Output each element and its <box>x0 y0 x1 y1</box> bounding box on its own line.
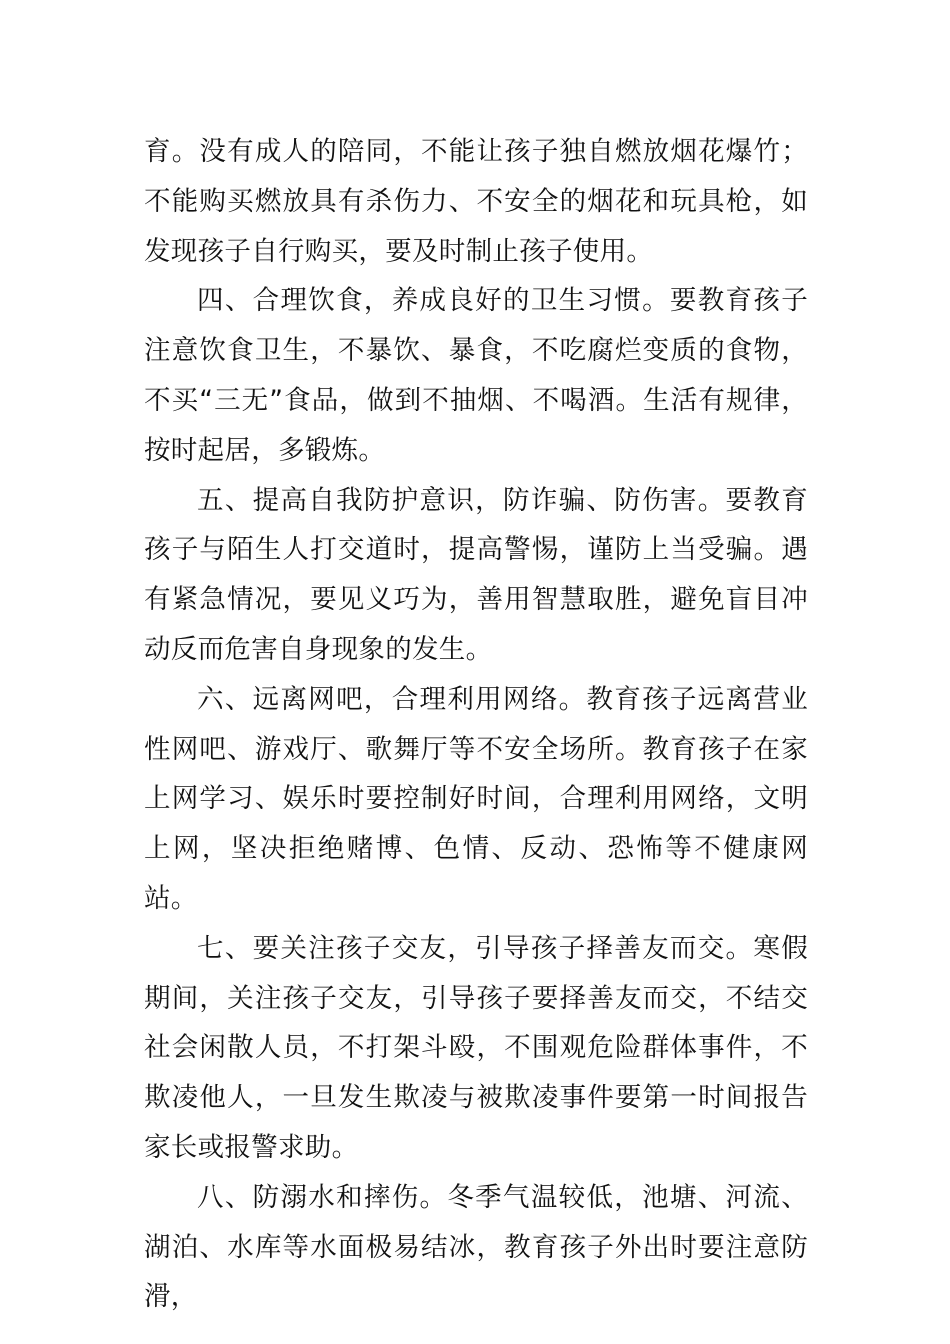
document-body <box>144 127 808 1322</box>
paragraph-item-8: 八、防溺水和摔伤。冬季气温较低，池塘、河流、湖泊、水库等水面极易结冰，教育孩子外出时要注意防滑， <box>144 1181 808 1313</box>
paragraph-continuation: 育。没有成人的陪同，不能让孩子独自燃放烟花爆竹；不能购买燃放具有杀伤力、不安全的烟花和玩具枪，如发现孩子自行购买，要及时制止孩子使用。 <box>144 136 808 267</box>
paragraph-item-5: 五、提高自我防护意识，防诈骗、防伤害。要教育孩子与陌生人打交道时，提高警惕，谨防上当受骗。遇有紧急情况，要见义巧为，善用智慧取胜，避免盲目冲动反而危害自身现象的发生。 <box>144 484 808 665</box>
paragraph-item-6: 六、远离网吧，合理利用网络。教育孩子远离营业性网吧、游戏厅、歌舞厅等不安全场所。教育孩子在家上网学习、娱乐时要控制好时间，合理利用网络，文明上网，坚决拒绝赌博、色情、反动、恐怖等不健康网站。 <box>144 683 808 914</box>
paragraph-item-7: 七、要关注孩子交友，引导孩子择善友而交。寒假期间，关注孩子交友，引导孩子要择善友而交，不结交社会闲散人员，不打架斗殴，不围观危险群体事件，不欺凌他人，一旦发生欺凌与被欺凌事件要第一时间报告家长或报警求助。 <box>144 932 808 1163</box>
paragraph-item-4: 四、合理饮食，养成良好的卫生习惯。要教育孩子注意饮食卫生，不暴饮、暴食，不吃腐烂变质的食物，不买“三无”食品，做到不抽烟、不喝酒。生活有规律，按时起居，多锻炼。 <box>144 285 808 466</box>
